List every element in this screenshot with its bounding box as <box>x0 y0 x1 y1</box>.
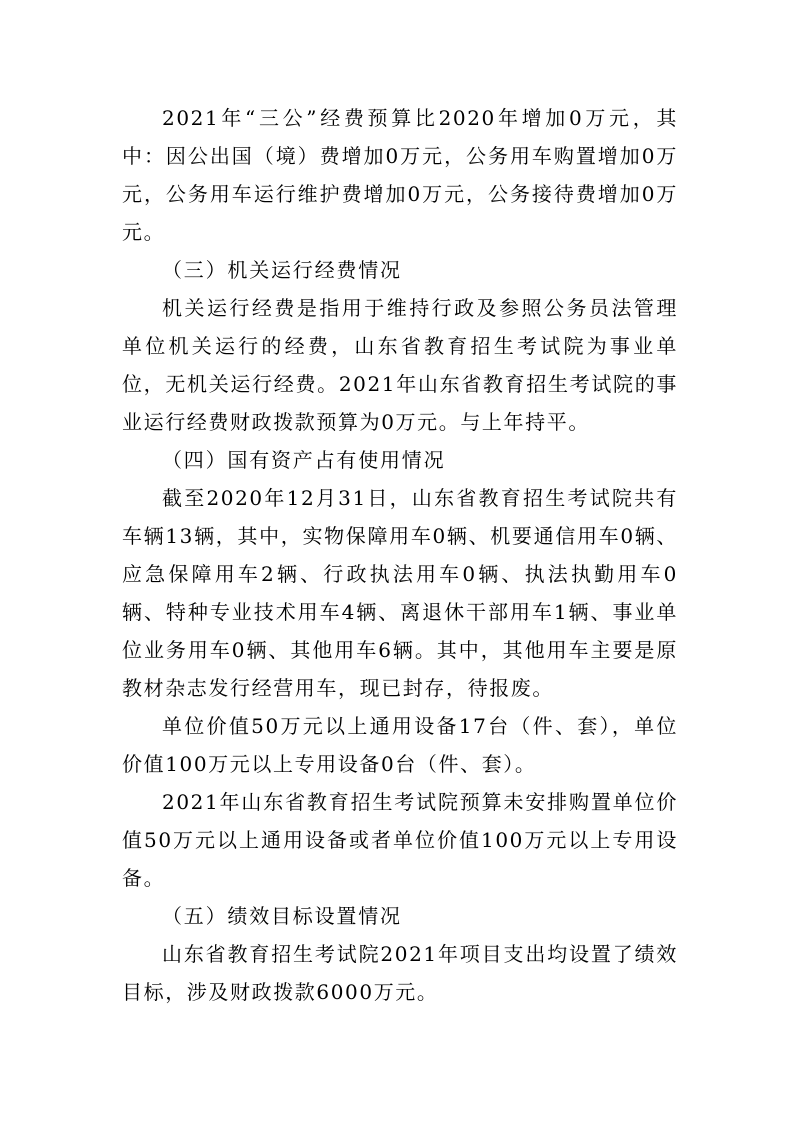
section-heading-state-assets: （四）国有资产占有使用情况 <box>162 448 446 472</box>
paragraph-sangong-budget: 2021年“三公”经费预算比2020年增加0万元，其中：因公出国（境）费增加0万元，公务用车购置增加0万元，公务用车运行维护费增加0万元，公务接待费增加0万元。 <box>122 106 678 244</box>
paragraph-performance-targets: 山东省教育招生考试院2021年项目支出均设置了绩效目标，涉及财政拨款6000万元。 <box>122 942 678 1004</box>
section-heading-performance-targets: （五）绩效目标设置情况 <box>162 904 402 928</box>
paragraph-operating-funds: 机关运行经费是指用于维持行政及参照公务员法管理单位机关运行的经费，山东省教育招生考试院为事业单位，无机关运行经费。2021年山东省教育招生考试院的事业运行经费财政拨款预算为0万元。与上年持平。 <box>122 296 678 434</box>
paragraph-equipment-purchase: 2021年山东省教育招生考试院预算未安排购置单位价值50万元以上通用设备或者单位价值100万元以上专用设备。 <box>122 790 678 890</box>
paragraph-equipment: 单位价值50万元以上通用设备17台（件、套），单位价值100万元以上专用设备0台（件、套）。 <box>122 714 678 776</box>
paragraph-vehicles: 截至2020年12月31日，山东省教育招生考试院共有车辆13辆，其中，实物保障用车0辆、机要通信用车0辆、应急保障用车2辆、行政执法用车0辆、执法执勤用车0辆、特种专业技术用车4辆、离退休干部用车1辆、事业单位业务用车0辆、其他用车6辆。其中，其他用车主要是原教材杂志发行经营用车，现已封存，待报废。 <box>122 486 678 700</box>
document-body <box>122 99 678 1011</box>
section-heading-operating-funds: （三）机关运行经费情况 <box>162 258 402 282</box>
